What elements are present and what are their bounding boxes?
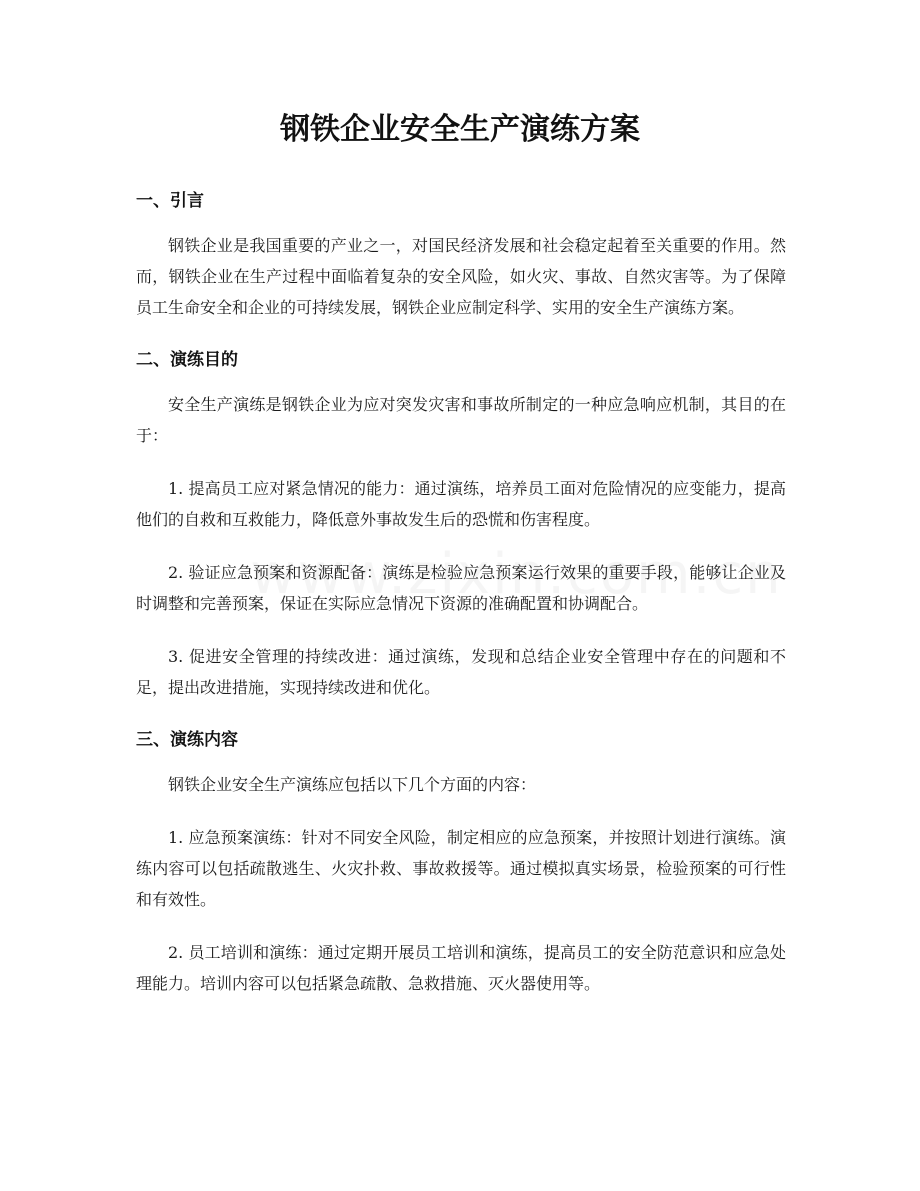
paragraph: 钢铁企业安全生产演练应包括以下几个方面的内容：	[168, 775, 537, 794]
list-item: 1. 提高员工应对紧急情况的能力：通过演练，培养员工面对危险情况的应变能力，提高他们的自救和互救能力，降低意外事故发生后的恐慌和伤害程度。	[136, 479, 786, 529]
section-purpose	[136, 345, 786, 703]
list-item: 1. 应急预案演练：针对不同安全风险，制定相应的应急预案，并按照计划进行演练。演练内容可以包括疏散逃生、火灾扑救、事故救援等。通过模拟真实场景，检验预案的可行性和有效性。	[136, 828, 786, 909]
document-title: 钢铁企业安全生产演练方案	[280, 112, 640, 147]
section-heading: 一、引言	[136, 191, 204, 211]
section-introduction	[136, 186, 786, 323]
paragraph: 钢铁企业是我国重要的产业之一，对国民经济发展和社会稳定起着至关重要的作用。然而，钢铁企业在生产过程中面临着复杂的安全风险，如火灾、事故、自然灾害等。为了保障员工生命安全和企业的可持续发展，钢铁企业应制定科学、实用的安全生产演练方案。	[136, 236, 786, 317]
list-item: 3. 促进安全管理的持续改进：通过演练，发现和总结企业安全管理中存在的问题和不足，提出改进措施，实现持续改进和优化。	[136, 647, 786, 697]
section-heading: 三、演练内容	[136, 730, 238, 750]
section-content	[136, 725, 786, 999]
section-heading: 二、演练目的	[136, 350, 238, 370]
list-item: 2. 员工培训和演练：通过定期开展员工培训和演练，提高员工的安全防范意识和应急处理能力。培训内容可以包括紧急疏散、急救措施、灭火器使用等。	[136, 943, 786, 993]
list-item: 2. 验证应急预案和资源配备：演练是检验应急预案运行效果的重要手段，能够让企业及时调整和完善预案，保证在实际应急情况下资源的准确配置和协调配合。	[136, 563, 786, 613]
document-body	[136, 186, 786, 999]
paragraph: 安全生产演练是钢铁企业为应对突发灾害和事故所制定的一种应急响应机制，其目的在于：	[136, 395, 786, 445]
